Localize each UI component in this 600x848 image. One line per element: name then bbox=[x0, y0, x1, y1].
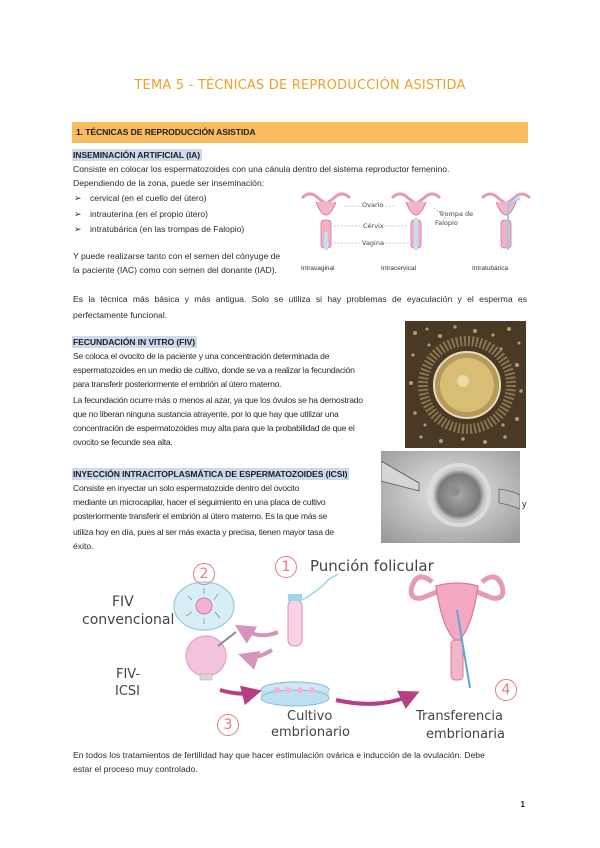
ia-text-p2-line2: la paciente (IAC) como con semen del donante (IAD). bbox=[73, 265, 277, 275]
ia-heading: INSEMINACIÓN ARTIFICIAL (IA) bbox=[73, 150, 201, 160]
icsi-egg-injection bbox=[186, 632, 236, 680]
ia-text-p3: Es la técnica más básica y más antigua. Solo se utiliza si hay problemas de eyaculación y el esperma es perfectamente funcional. bbox=[73, 294, 527, 320]
caption-intratubarica: Intratubárica bbox=[472, 265, 509, 272]
uterus-diagram-intravaginal bbox=[302, 194, 350, 250]
puncion-test-tube bbox=[288, 574, 338, 646]
step-4-label-line1: Transferencia bbox=[416, 709, 503, 724]
icsi-line-5: éxito. bbox=[73, 541, 94, 551]
icsi-heading: INYECCIÓN INTRACITOPLASMÁTICA DE ESPERMATOZOIDES (ICSI) bbox=[73, 469, 348, 479]
closing-line-1: En todos los tratamientos de fertilidad hay que hacer estimulación ovárica e inducción de la ovulación. Debe bbox=[73, 750, 485, 760]
icsi-label-line1: FIV- bbox=[116, 667, 141, 682]
step-1-number: 1 bbox=[275, 556, 297, 578]
list-item: ➢ intratubárica (en las trompas de Falopio) bbox=[74, 222, 244, 238]
step-3-label-line2: embrionario bbox=[271, 725, 350, 740]
label-trompa-1: Trompa de bbox=[439, 210, 474, 218]
uterus-diagram-intratubarica bbox=[482, 194, 530, 250]
icsi-line-2: mediante un microcapilar, hacer el seguimiento en una placa de cultivo bbox=[73, 497, 326, 507]
arrow-bullet-icon: ➢ bbox=[74, 224, 82, 235]
caption-intravaginal: Intravaginal bbox=[301, 265, 335, 272]
culture-dish bbox=[261, 682, 329, 706]
step-3-number: 3 bbox=[217, 714, 239, 736]
ia-bullet-list bbox=[74, 191, 244, 238]
icsi-micrograph-image bbox=[381, 451, 520, 543]
insemination-types-figure bbox=[296, 188, 534, 260]
fiv-line-6: concentración de espermatozoides muy alta para que la probabilidad de que el bbox=[73, 423, 355, 433]
closing-line-2: estar el proceso muy controlado. bbox=[73, 764, 198, 774]
icsi-line-4: utiliza hoy en día, pues al ser más exacta y precisa, tienen mayor tasa de bbox=[73, 527, 334, 537]
label-cervix: Cérvix bbox=[363, 222, 384, 230]
step-2-label-line2: convencional bbox=[82, 612, 175, 628]
uterus-diagram-transfer bbox=[411, 577, 503, 688]
caption-intracervical: Intracervical bbox=[381, 265, 417, 272]
step-4-number: 4 bbox=[495, 679, 517, 701]
ia-text-line2: Dependiendo de la zona, puede ser inseminación: bbox=[73, 178, 265, 188]
fiv-line-1: Se coloca el ovocito de la paciente y una concentración determinada de bbox=[73, 351, 330, 361]
fiv-line-3: para transferir posteriormente el embrión al útero materno. bbox=[73, 379, 282, 389]
label-trompa-2: Falopio bbox=[435, 219, 458, 227]
step-4-label-line2: embrionaria bbox=[426, 727, 505, 742]
ia-text-p2-line1: Y puede realizarse tanto con el semen del cónyuge de bbox=[73, 251, 281, 261]
ia-text-line1: Consiste en colocar los espermatozoides con una cánula dentro del sistema reproductor femenino. bbox=[73, 164, 450, 174]
icsi-line-3: posteriormente transferir el embrión al útero materno. Es la que más se bbox=[73, 511, 328, 521]
page-title: TEMA 5 - TÉCNICAS DE REPRODUCCIÓN ASISTIDA bbox=[134, 78, 466, 93]
section-header bbox=[72, 122, 528, 143]
step-3-label-line1: Cultivo bbox=[287, 709, 333, 724]
section-heading: 1. TÉCNICAS DE REPRODUCCIÓN ASISTIDA bbox=[76, 127, 256, 137]
icsi-label-line2: ICSI bbox=[115, 684, 140, 699]
fiv-line-2: espermatozoides en un medio de cultivo, donde se va a realizar la fecundación bbox=[73, 365, 355, 375]
list-item: ➢ cervical (en el cuello del útero) bbox=[74, 191, 244, 207]
label-ovario: Ovario bbox=[362, 201, 384, 209]
icsi-stray-text: y bbox=[522, 499, 527, 509]
fiv-line-5: que no liberan ninguna sustancia atrayente, por lo que hay que utilizar una bbox=[73, 409, 339, 419]
step-2-label-line1: FIV bbox=[112, 594, 134, 610]
step-2-number: 2 bbox=[193, 563, 215, 585]
arrow-bullet-icon: ➢ bbox=[74, 208, 82, 219]
petri-dish-fiv bbox=[174, 582, 234, 630]
list-item: ➢ intrauterina (en el propio útero) bbox=[74, 207, 244, 223]
icsi-line-1: Consiste en inyectar un solo espermatozoide dentro del ovocito bbox=[73, 483, 300, 493]
fiv-heading: FECUNDACIÓN IN VITRO (FIV) bbox=[73, 337, 196, 347]
fiv-line-4: La fecundación ocurre más o menos al azar, ya que los óvulos se ha demostrado bbox=[73, 395, 363, 405]
page-number: 1 bbox=[520, 800, 525, 809]
uterus-diagram-intracervical bbox=[392, 194, 440, 250]
ovocyte-micrograph-image bbox=[405, 321, 526, 448]
arrow-bullet-icon: ➢ bbox=[74, 193, 82, 203]
label-vagina: Vagina bbox=[362, 239, 384, 247]
fiv-line-7: ovocito se fecunde sea alta. bbox=[73, 437, 173, 447]
step-1-label: Punción folicular bbox=[310, 557, 434, 575]
